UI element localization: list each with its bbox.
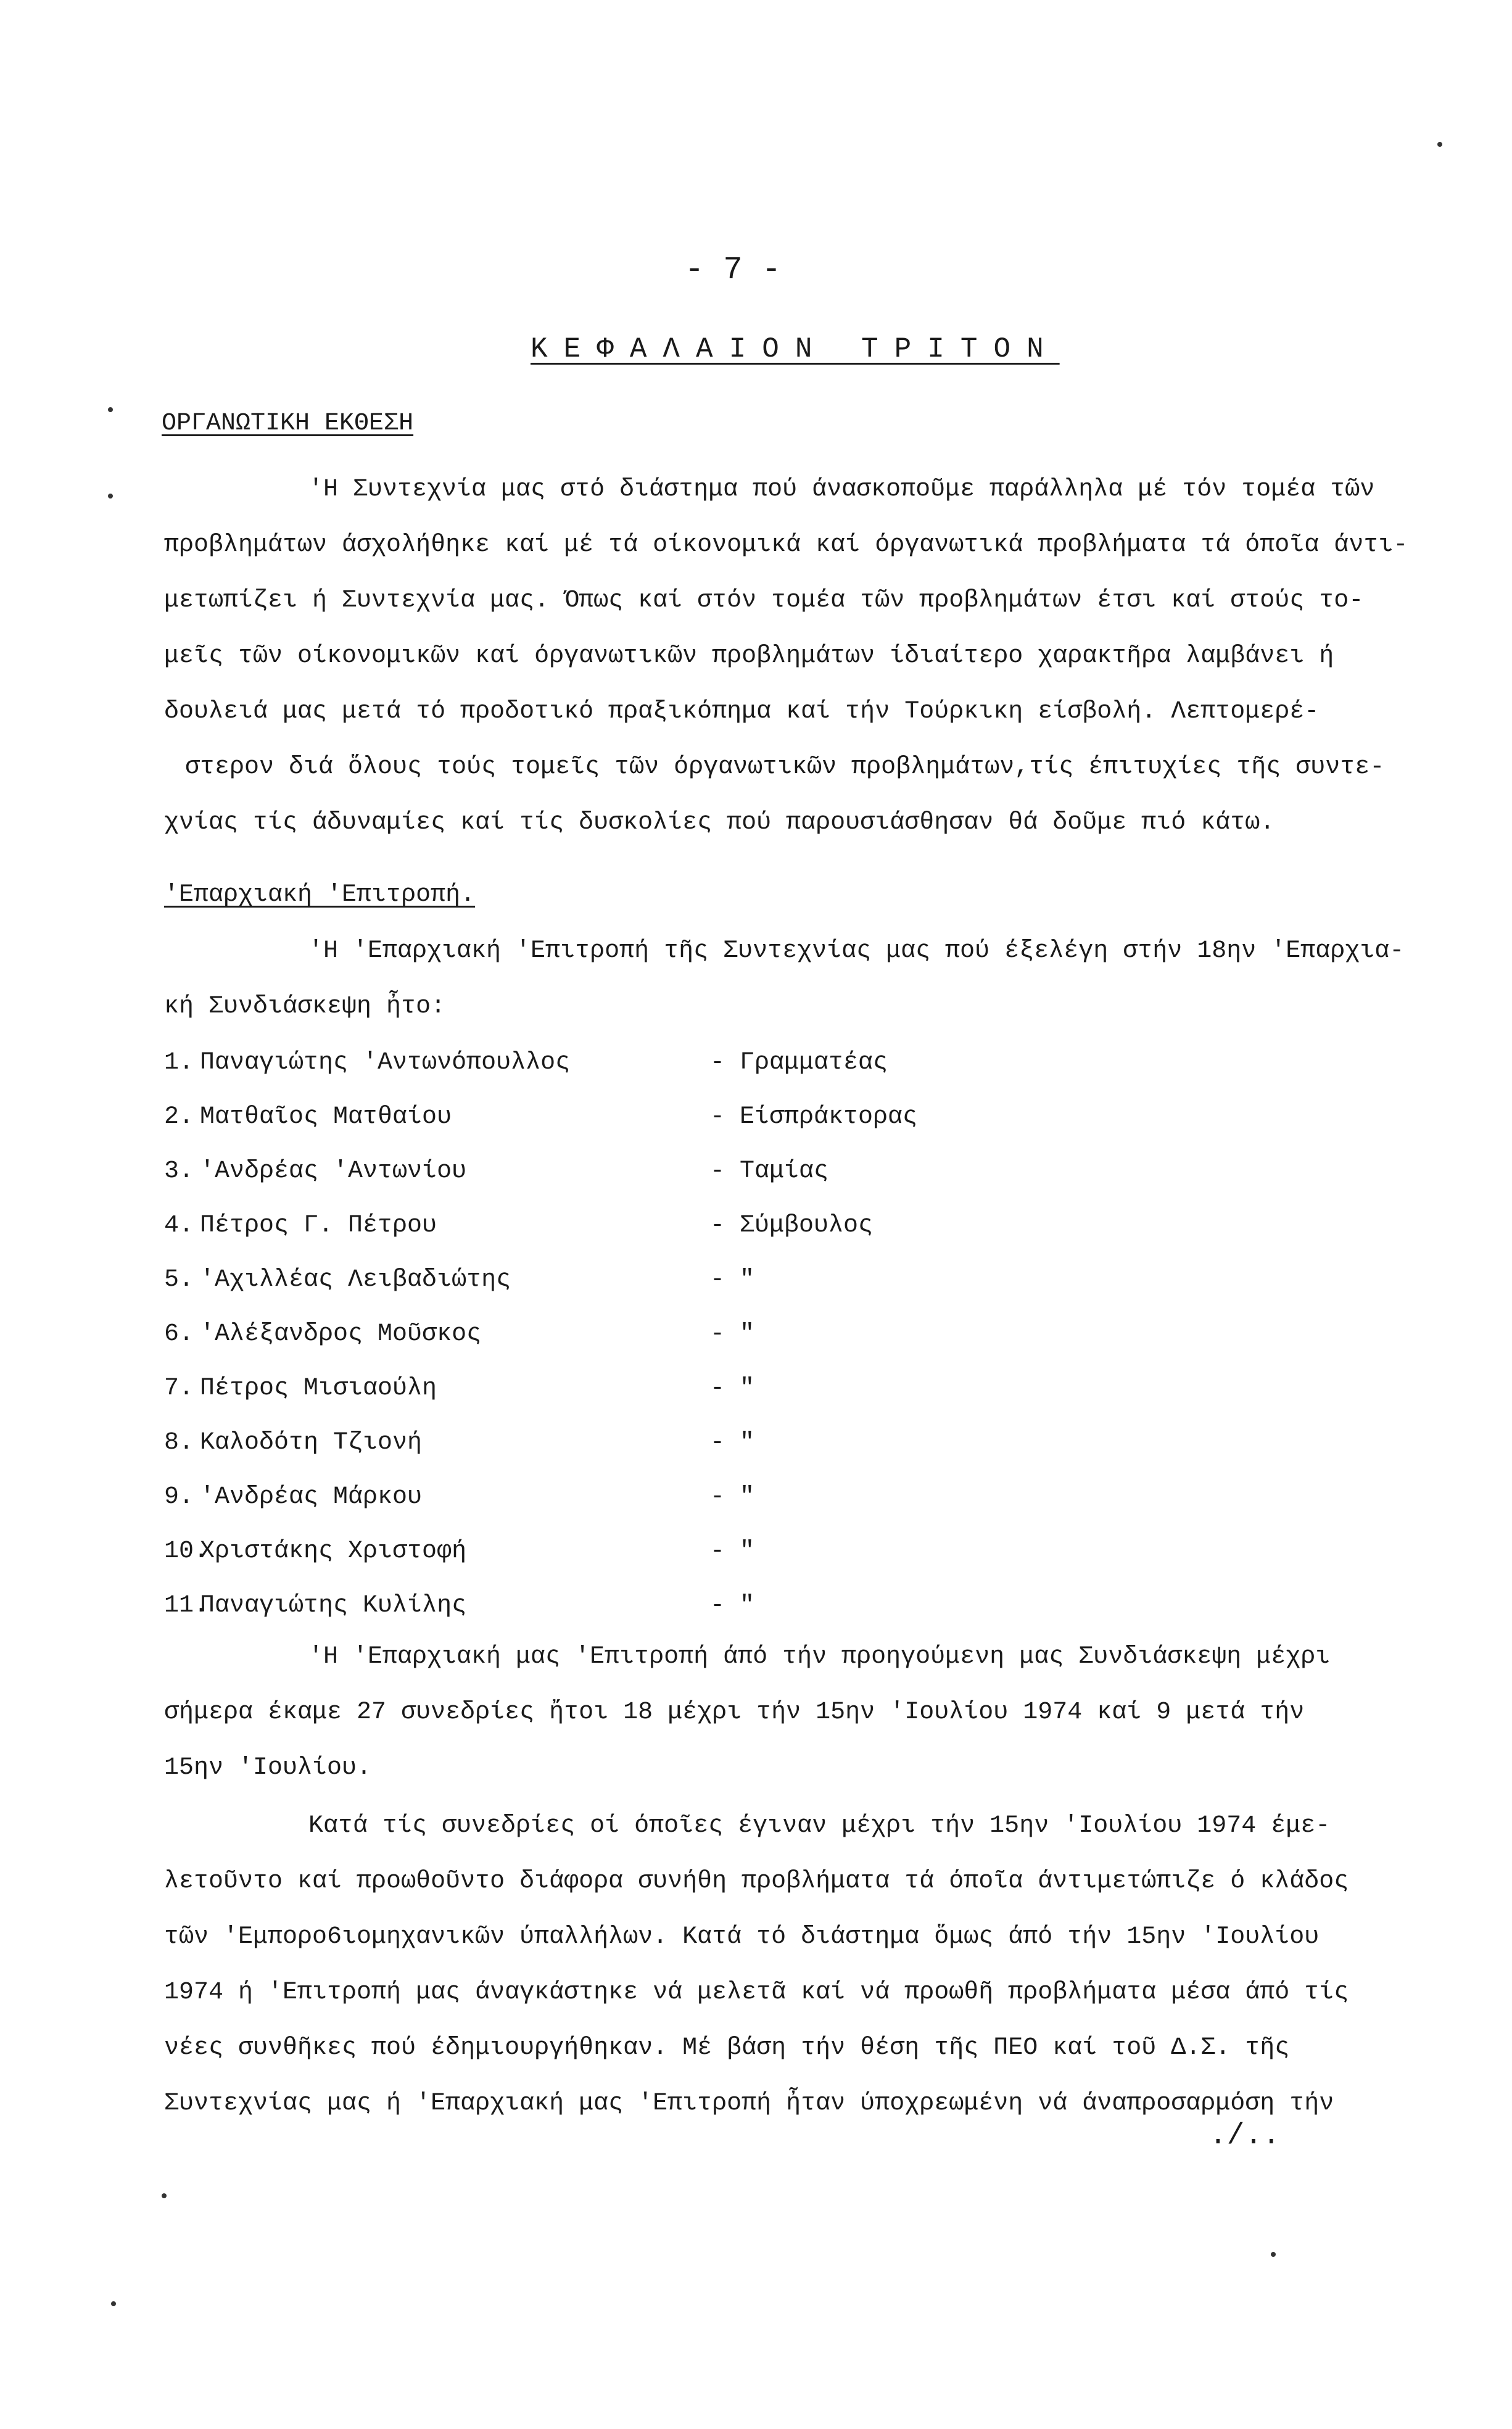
member-role: - " [710, 1375, 755, 1402]
member-role: - " [710, 1266, 755, 1294]
member-number: 10. [164, 1537, 209, 1565]
chapter-title: ΚΕΦΑΛΑΙΟΝ ΤΡΙΤΟΝ [531, 333, 1060, 365]
text-line: στερον διά ὅλους τούς τομεῖς τῶν όργανωτικῶν προβλημάτων,τίς έπιτυχίες τῆς συντε- [185, 753, 1385, 781]
list-item [164, 1157, 829, 1194]
member-name: Παναγιώτης 'Αντωνόπουλλος [200, 1049, 571, 1077]
scan-speck [162, 2193, 167, 2198]
section-heading: ΟΡΓΑΝΩΤΙΚΗ ΕΚΘΕΣΗ [162, 410, 414, 437]
text-line: λετοῦντο καί προωθοῦντο διάφορα συνήθη προβλήματα τά όποῖα άντιμετώπιζε ό κλάδος [164, 1868, 1349, 1895]
text-line: νέες συνθῆκες πού έδημιουργήθηκαν. Μέ βάση τήν θέση τῆς ΠΕΟ καί τοῦ Δ.Σ. τῆς [164, 2034, 1290, 2062]
member-role: - Ταμίας [710, 1157, 829, 1185]
list-item [164, 1049, 888, 1086]
member-name: 'Ανδρέας 'Αντωνίου [200, 1157, 467, 1185]
member-number: 11. [164, 1592, 209, 1620]
member-name: Παναγιώτης Κυλίλης [200, 1592, 467, 1620]
text-line: 1974 ή 'Επιτροπή μας άναγκάστηκε νά μελετᾶ καί νά προωθῆ προβλήματα μέσα άπό τίς [164, 1979, 1349, 2006]
list-item [164, 1212, 874, 1249]
member-role: - " [710, 1320, 755, 1348]
text-line: προβλημάτων άσχολήθηκε καί μέ τά οίκονομικά καί όργανωτικά προβλήματα τά όποῖα άντι- [164, 531, 1408, 559]
scan-speck [1271, 2252, 1276, 2257]
scan-speck [1437, 142, 1442, 147]
text-line: 'Η 'Επαρχιακή 'Επιτροπή τῆς Συντεχνίας μας πού έξελέγη στήν 18ην 'Επαρχια- [308, 937, 1405, 965]
member-role: - " [710, 1429, 755, 1457]
text-line: μεῖς τῶν οίκονομικῶν καί όργανωτικῶν προβλημάτων ίδιαίτερο χαρακτῆρα λαμβάνει ή [164, 642, 1334, 670]
page-number: - 7 - [685, 252, 782, 288]
text-line: κή Συνδιάσκεψη ἦτο: [164, 993, 446, 1020]
list-item [164, 1483, 755, 1520]
subheading-committee: 'Επαρχιακή 'Επιτροπή. [164, 881, 476, 909]
member-number: 9. [164, 1483, 194, 1511]
member-role: - " [710, 1483, 755, 1511]
member-number: 3. [164, 1157, 194, 1185]
member-role: - " [710, 1592, 755, 1620]
member-role: - Σύμβουλος [710, 1212, 874, 1239]
member-name: Ματθαῖος Ματθαίου [200, 1103, 452, 1131]
text-line: 'Η Συντεχνία μας στό διάστημα πού άνασκοποῦμε παράλληλα μέ τόν τομέα τῶν [308, 476, 1375, 503]
list-item [164, 1266, 755, 1303]
member-name: 'Αχιλλέας Λειβαδιώτης [200, 1266, 511, 1294]
scan-speck [108, 407, 113, 412]
member-number: 6. [164, 1320, 194, 1348]
list-item [164, 1320, 755, 1357]
text-line: σήμερα έκαμε 27 συνεδρίες ἤτοι 18 μέχρι τήν 15ην 'Ιουλίου 1974 καί 9 μετά τήν [164, 1699, 1305, 1726]
list-item [164, 1429, 755, 1466]
list-item [164, 1537, 755, 1575]
text-line: μετωπίζει ή Συντεχνία μας. Όπως καί στόν τομέα τῶν προβλημάτων έτσι καί στούς το- [164, 587, 1364, 614]
list-item [164, 1103, 918, 1140]
continuation-mark: ./.. [1209, 2119, 1281, 2153]
member-name: Πέτρος Γ. Πέτρου [200, 1212, 437, 1239]
text-line: χνίας τίς άδυναμίες καί τίς δυσκολίες πού παρουσιάσθησαν θά δοῦμε πιό κάτω. [164, 809, 1275, 837]
list-item [164, 1592, 755, 1629]
member-number: 1. [164, 1049, 194, 1077]
text-line: Κατά τίς συνεδρίες οί όποῖες έγιναν μέχρι τήν 15ην 'Ιουλίου 1974 έμε- [308, 1812, 1331, 1840]
member-number: 7. [164, 1375, 194, 1402]
member-name: 'Ανδρέας Μάρκου [200, 1483, 423, 1511]
member-number: 4. [164, 1212, 194, 1239]
member-number: 8. [164, 1429, 194, 1457]
text-line: Συντεχνίας μας ή 'Επαρχιακή μας 'Επιτροπή ἦταν ύποχρεωμένη νά άναπροσαρμόση τήν [164, 2090, 1334, 2117]
member-role: - Είσπράκτορας [710, 1103, 918, 1131]
member-name: Χριστάκης Χριστοφή [200, 1537, 467, 1565]
member-name: Πέτρος Μισιαούλη [200, 1375, 437, 1402]
scan-speck [111, 2301, 116, 2306]
member-number: 2. [164, 1103, 194, 1131]
list-item [164, 1375, 755, 1412]
scan-speck [108, 494, 113, 499]
member-role: - Γραμματέας [710, 1049, 888, 1077]
text-line: δουλειά μας μετά τό προδοτικό πραξικόπημα καί τήν Τούρκικη είσβολή. Λεπτομερέ- [164, 698, 1320, 726]
text-line: 'Η 'Επαρχιακή μας 'Επιτροπή άπό τήν προηγούμενη μας Συνδιάσκεψη μέχρι [308, 1643, 1331, 1671]
text-line: τῶν 'Εμπορο6ιομηχανικῶν ύπαλλήλων. Κατά τό διάστημα ὅμως άπό τήν 15ην 'Ιουλίου [164, 1923, 1320, 1951]
member-number: 5. [164, 1266, 194, 1294]
text-line: 15ην 'Ιουλίου. [164, 1754, 372, 1782]
member-name: 'Αλέξανδρος Μοῦσκος [200, 1320, 482, 1348]
member-role: - " [710, 1537, 755, 1565]
member-name: Καλοδότη Τζιονή [200, 1429, 423, 1457]
